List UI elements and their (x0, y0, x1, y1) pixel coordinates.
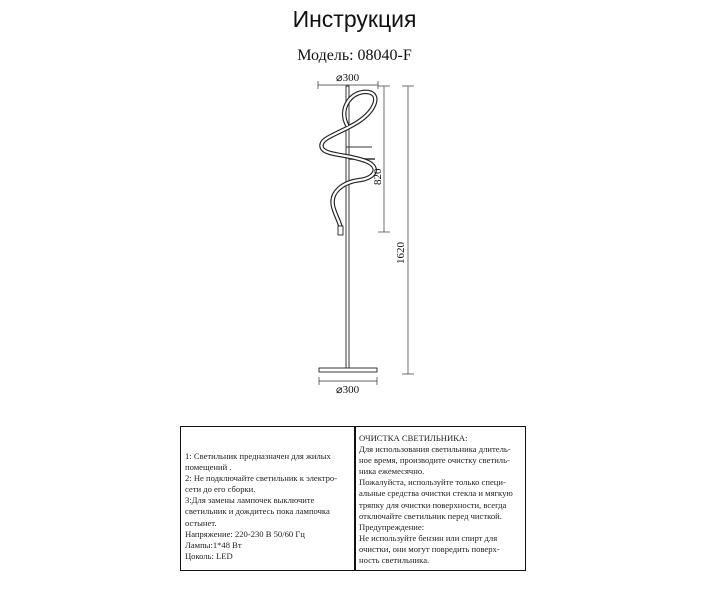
bottom-diameter-label: ⌀300 (336, 384, 360, 396)
lamp-base (319, 368, 377, 372)
cleaning-note-line: ное время, производите очистку светиль- (359, 455, 510, 466)
warning-heading: Предупреждение: (359, 521, 425, 532)
safety-note-line: сети до его сборки. (185, 484, 256, 495)
cleaning-notes-box (354, 426, 526, 571)
document-title: Инструкция (292, 6, 417, 32)
top-diameter-label: ⌀300 (336, 72, 360, 84)
cleaning-heading: ОЧИСТКА СВЕТИЛЬНИКА: (359, 433, 468, 443)
lamp-spec: Лампы:1*48 Вт (185, 539, 242, 550)
voltage-spec: Напряжение: 220-230 В 50/60 Гц (185, 528, 305, 539)
cleaning-note-line: Для использования светильника длитель- (359, 444, 511, 455)
safety-note-line: помещений . (185, 462, 232, 473)
socket-spec: Цоколь: LED (185, 550, 233, 561)
cleaning-note-line: Пожалуйста, используйте только специ- (359, 477, 506, 488)
cleaning-note-line: тряпку для очистки поверхности, всегда (359, 499, 507, 510)
safety-note-line: 2: Не подключайте светильник к электро- (185, 473, 338, 484)
total-height-label: 1620 (395, 242, 407, 264)
safety-note-line: 3:Для замены лампочек выключите (185, 495, 315, 506)
cleaning-note-line: альные средства очистки стекла и мягкую (359, 488, 513, 499)
safety-note-line: 1: Светильник предназначен для жилых (185, 451, 331, 461)
warning-note-line: Не используйте бензин или спирт для (359, 532, 498, 543)
head-height-label: 820 (372, 168, 384, 185)
safety-notes-box (180, 426, 356, 571)
safety-note-line: светильник и дождитесь пока лампочка (185, 506, 330, 517)
cleaning-note-line: ника ежемесячно. (359, 466, 425, 477)
model-number: Модель: 08040-F (297, 47, 412, 64)
warning-note-line: ность светильника. (359, 555, 430, 566)
safety-note-line: остынет. (185, 517, 217, 528)
cleaning-note-line: отключайте светильник перед чисткой. (359, 510, 502, 521)
warning-note-line: очистки, они могут повредить поверх- (359, 543, 500, 554)
